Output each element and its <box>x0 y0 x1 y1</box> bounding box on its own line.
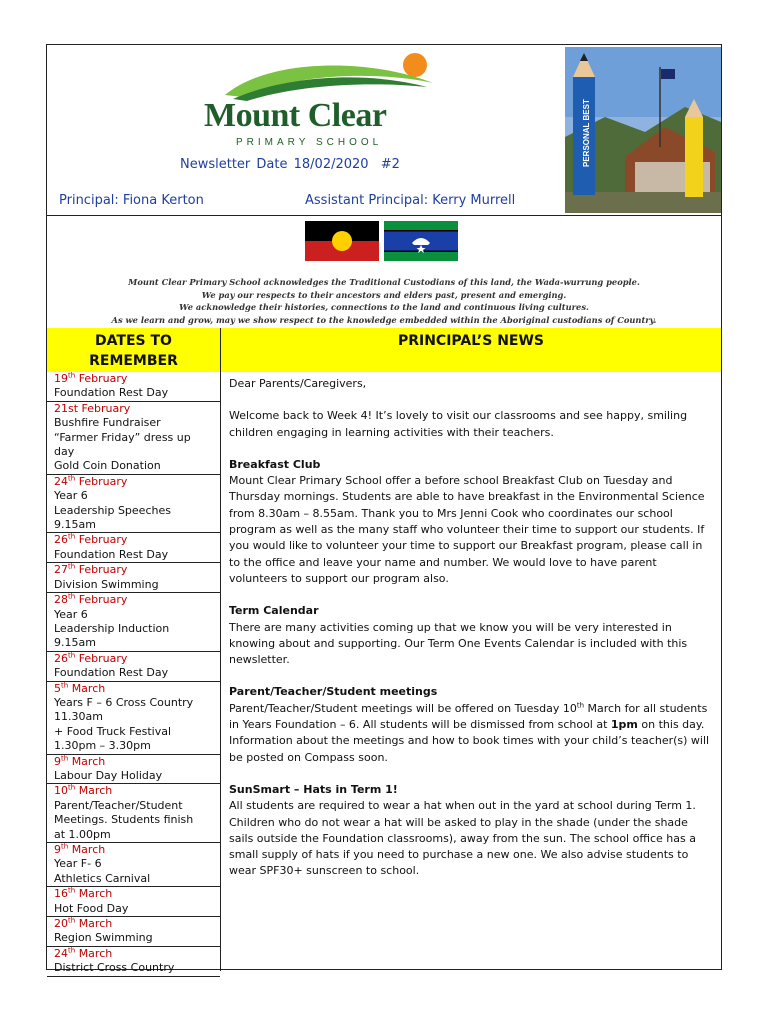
meetings-title: Parent/Teacher/Student meetings <box>229 685 438 699</box>
date-event-line: “Farmer Friday” dress up <box>54 430 191 444</box>
column-divider <box>220 328 221 971</box>
meetings-section <box>229 684 715 765</box>
date-suffix: th <box>68 371 76 380</box>
date-event-line: Year 6 <box>54 607 88 621</box>
date-day: 26 <box>54 533 68 547</box>
date-day: 19 <box>54 372 68 385</box>
logo-sun <box>403 53 427 77</box>
date-event-line: Bushfire Fundraiser <box>54 416 161 430</box>
assistant-principal-name: Assistant Principal: Kerry Murrell <box>305 193 516 208</box>
principals-news <box>229 376 715 896</box>
date-label <box>54 682 220 696</box>
date-event-line: Foundation Rest Day <box>54 666 169 680</box>
date-day: 24 <box>54 946 68 960</box>
date-suffix: th <box>61 680 69 689</box>
date-day: 10 <box>54 784 68 798</box>
ack-line: Mount Clear Primary School acknowledges the Traditional Custodians of this land, the Wada-wurrung people. <box>128 277 640 287</box>
meetings-bold: 1pm <box>610 718 638 732</box>
date-day: 9 <box>54 843 61 856</box>
date-event-line: Parent/Teacher/Student <box>54 798 183 812</box>
date-label <box>54 947 220 961</box>
ack-line: We acknowledge their histories, connections to the land and continuous living cultures. <box>179 302 589 312</box>
date-suffix: th <box>68 532 76 541</box>
sunsmart-title: SunSmart – Hats in Term 1! <box>229 782 398 796</box>
date-label <box>54 402 220 416</box>
date-event-line: Foundation Rest Day <box>54 547 169 561</box>
date-suffix: th <box>68 783 76 792</box>
date-label <box>54 593 220 607</box>
date-label <box>54 652 220 666</box>
date-suffix: th <box>61 753 69 762</box>
date-event-line: Foundation Rest Day <box>54 386 169 400</box>
date-day: 5 <box>54 681 61 695</box>
date-event-line: Leadership Speeches <box>54 503 171 517</box>
newsletter-date-line <box>180 157 400 172</box>
date-day: 27 <box>54 563 68 577</box>
date-entry <box>47 682 220 755</box>
newsletter-page <box>46 44 722 975</box>
date-event-line: Year 6 <box>54 489 88 503</box>
acknowledgement-section <box>47 215 721 329</box>
sunsmart-section <box>229 782 715 880</box>
date-label <box>54 887 220 901</box>
dates-list <box>47 372 220 977</box>
ack-line: As we learn and grow, may we show respect to the knowledge embedded within the Aboriginal custodians of Country. <box>111 314 657 325</box>
date-event-line: 11.30am <box>54 710 103 724</box>
date-event-line: at 1.00pm <box>54 827 111 841</box>
date-label <box>54 475 220 489</box>
acknowledgement-text <box>47 276 721 326</box>
meetings-body-a: Parent/Teacher/Student meetings will be offered on Tuesday 10 <box>229 701 577 715</box>
date-entry <box>47 533 220 563</box>
date-entry <box>47 402 220 475</box>
date-month: February <box>81 401 131 415</box>
date-entry <box>47 887 220 917</box>
ack-line: We pay our respects to their ancestors and elders past, present and emerging. <box>201 289 567 300</box>
newsletter-label: Newsletter Date <box>180 157 288 172</box>
date-event-line: Division Swimming <box>54 577 159 591</box>
news-heading-text: PRINCIPAL’S NEWS <box>397 333 545 349</box>
date-month: March <box>71 843 106 856</box>
date-event-line: Gold Coin Donation <box>54 459 161 473</box>
date-suffix: th <box>61 842 69 851</box>
date-month: February <box>78 533 128 547</box>
photo-banner: PERSONAL BEST <box>582 99 591 167</box>
date-event-line: 1.30pm – 3.30pm <box>54 739 151 753</box>
newsletter-issue: #2 <box>380 157 400 172</box>
date-month: February <box>78 593 128 607</box>
intro-paragraph: Welcome back to Week 4! It’s lovely to visit our classrooms and see happy, smiling children engaging in learning activities with their teachers. <box>229 409 688 439</box>
breakfast-section <box>229 457 715 587</box>
date-entry <box>47 652 220 682</box>
school-photo <box>565 47 721 213</box>
date-label <box>54 563 220 577</box>
date-day: 28 <box>54 593 68 607</box>
newsletter-date: 18/02/2020 <box>293 157 369 172</box>
meetings-sup: th <box>576 701 585 710</box>
date-event-line: Years F – 6 Cross Country <box>54 695 194 709</box>
aboriginal-flag <box>305 221 379 261</box>
date-month: March <box>78 784 113 798</box>
dates-heading-text: DATES TO REMEMBER <box>89 333 178 369</box>
date-entry <box>47 563 220 593</box>
school-name: Mount Clear <box>204 97 387 134</box>
date-event-line: + Food Truck Festival <box>54 724 171 738</box>
date-suffix: th <box>68 592 76 601</box>
date-event-line: 9.15am <box>54 518 96 532</box>
date-entry <box>47 843 220 887</box>
calendar-title: Term Calendar <box>229 604 319 618</box>
breakfast-title: Breakfast Club <box>229 457 321 471</box>
date-month: February <box>78 372 128 385</box>
date-label <box>54 784 220 798</box>
date-event-line: 9.15am <box>54 636 96 650</box>
date-event-line: Athletics Carnival <box>54 871 151 885</box>
date-day: 24 <box>54 474 68 488</box>
date-entry <box>47 755 220 785</box>
date-suffix: th <box>68 474 76 483</box>
date-entry <box>47 593 220 652</box>
date-event-line: Leadership Induction <box>54 621 170 635</box>
date-month: March <box>78 946 113 960</box>
date-event-line: Hot Food Day <box>54 901 129 915</box>
date-entry <box>47 475 220 534</box>
meetings-body-c: on this day. Information about the meetings and how to book times with your child’s teacher(s) will be posted on Compass soon. <box>229 718 710 764</box>
date-event-line: Region Swimming <box>54 931 153 945</box>
date-month: February <box>78 651 128 665</box>
calendar-section <box>229 603 715 668</box>
date-label <box>54 917 220 931</box>
date-suffix: th <box>68 562 76 571</box>
date-month: February <box>78 563 128 577</box>
date-label <box>54 755 220 769</box>
date-day: 16 <box>54 887 68 901</box>
date-month: March <box>71 681 106 695</box>
date-day: 26 <box>54 651 68 665</box>
calendar-body: There are many activities coming up that we know you will be very interested in knowing about and supporting. Our Term One Events Calendar is included with this newsletter. <box>229 620 688 667</box>
date-suffix: th <box>68 946 76 955</box>
news-heading <box>221 328 721 372</box>
dates-heading <box>47 328 220 372</box>
date-month: March <box>71 754 106 768</box>
date-entry <box>47 372 220 402</box>
header <box>47 45 721 216</box>
date-label <box>54 533 220 547</box>
date-event-line: Year F- 6 <box>54 857 102 871</box>
date-entry <box>47 947 220 977</box>
date-month: March <box>78 917 113 931</box>
date-suffix: th <box>68 886 76 895</box>
date-event-line: day <box>54 445 75 459</box>
date-event-line: Meetings. Students finish <box>54 813 194 827</box>
breakfast-body: Mount Clear Primary School offer a before school Breakfast Club on Tuesday and Thursday mornings. Students are able to have breakfast in the Environmental Science from 8.30am – 8.55am. Thank you to Mrs Jenni Cook who coordinates our school program as well as the many staff who volunteer their time to support our students. If you would like to volunteer your time to support our Breakfast program, please call in to the office and leave your name and number. We would love to have parent volunteers to support our program also. <box>229 474 705 585</box>
date-day: 9 <box>54 754 61 768</box>
date-month: March <box>78 887 113 901</box>
principal-name: Principal: Fiona Kerton <box>59 193 204 208</box>
date-entry <box>47 784 220 843</box>
date-suffix: th <box>68 651 76 660</box>
date-month: February <box>78 474 128 488</box>
date-event-line: District Cross Country <box>54 961 175 975</box>
date-label <box>54 843 220 857</box>
greeting: Dear Parents/Caregivers, <box>229 377 367 390</box>
pencil-yellow <box>685 117 703 197</box>
date-entry <box>47 917 220 947</box>
sunsmart-body: All students are required to wear a hat when out in the yard at school during Term 1. Children who do not wear a hat will be asked to play in the shade (under the shade sails outside the Foundation classrooms), away from the sun. The school office has a small supply of hats if you need to purchase a new one. We also advise students to wear SPF30+ sunscreen to school. <box>229 799 696 878</box>
school-subtitle: PRIMARY SCHOOL <box>236 137 383 148</box>
meetings-body-b: March for all students in Years Foundation – 6. All students will be dismissed from school at <box>229 701 708 732</box>
date-event-line: Labour Day Holiday <box>54 768 163 782</box>
date-label <box>54 372 220 386</box>
date-day: 21st <box>54 401 79 415</box>
date-suffix: th <box>68 916 76 925</box>
torres-strait-islander-flag <box>384 221 458 261</box>
date-day: 20 <box>54 917 68 931</box>
